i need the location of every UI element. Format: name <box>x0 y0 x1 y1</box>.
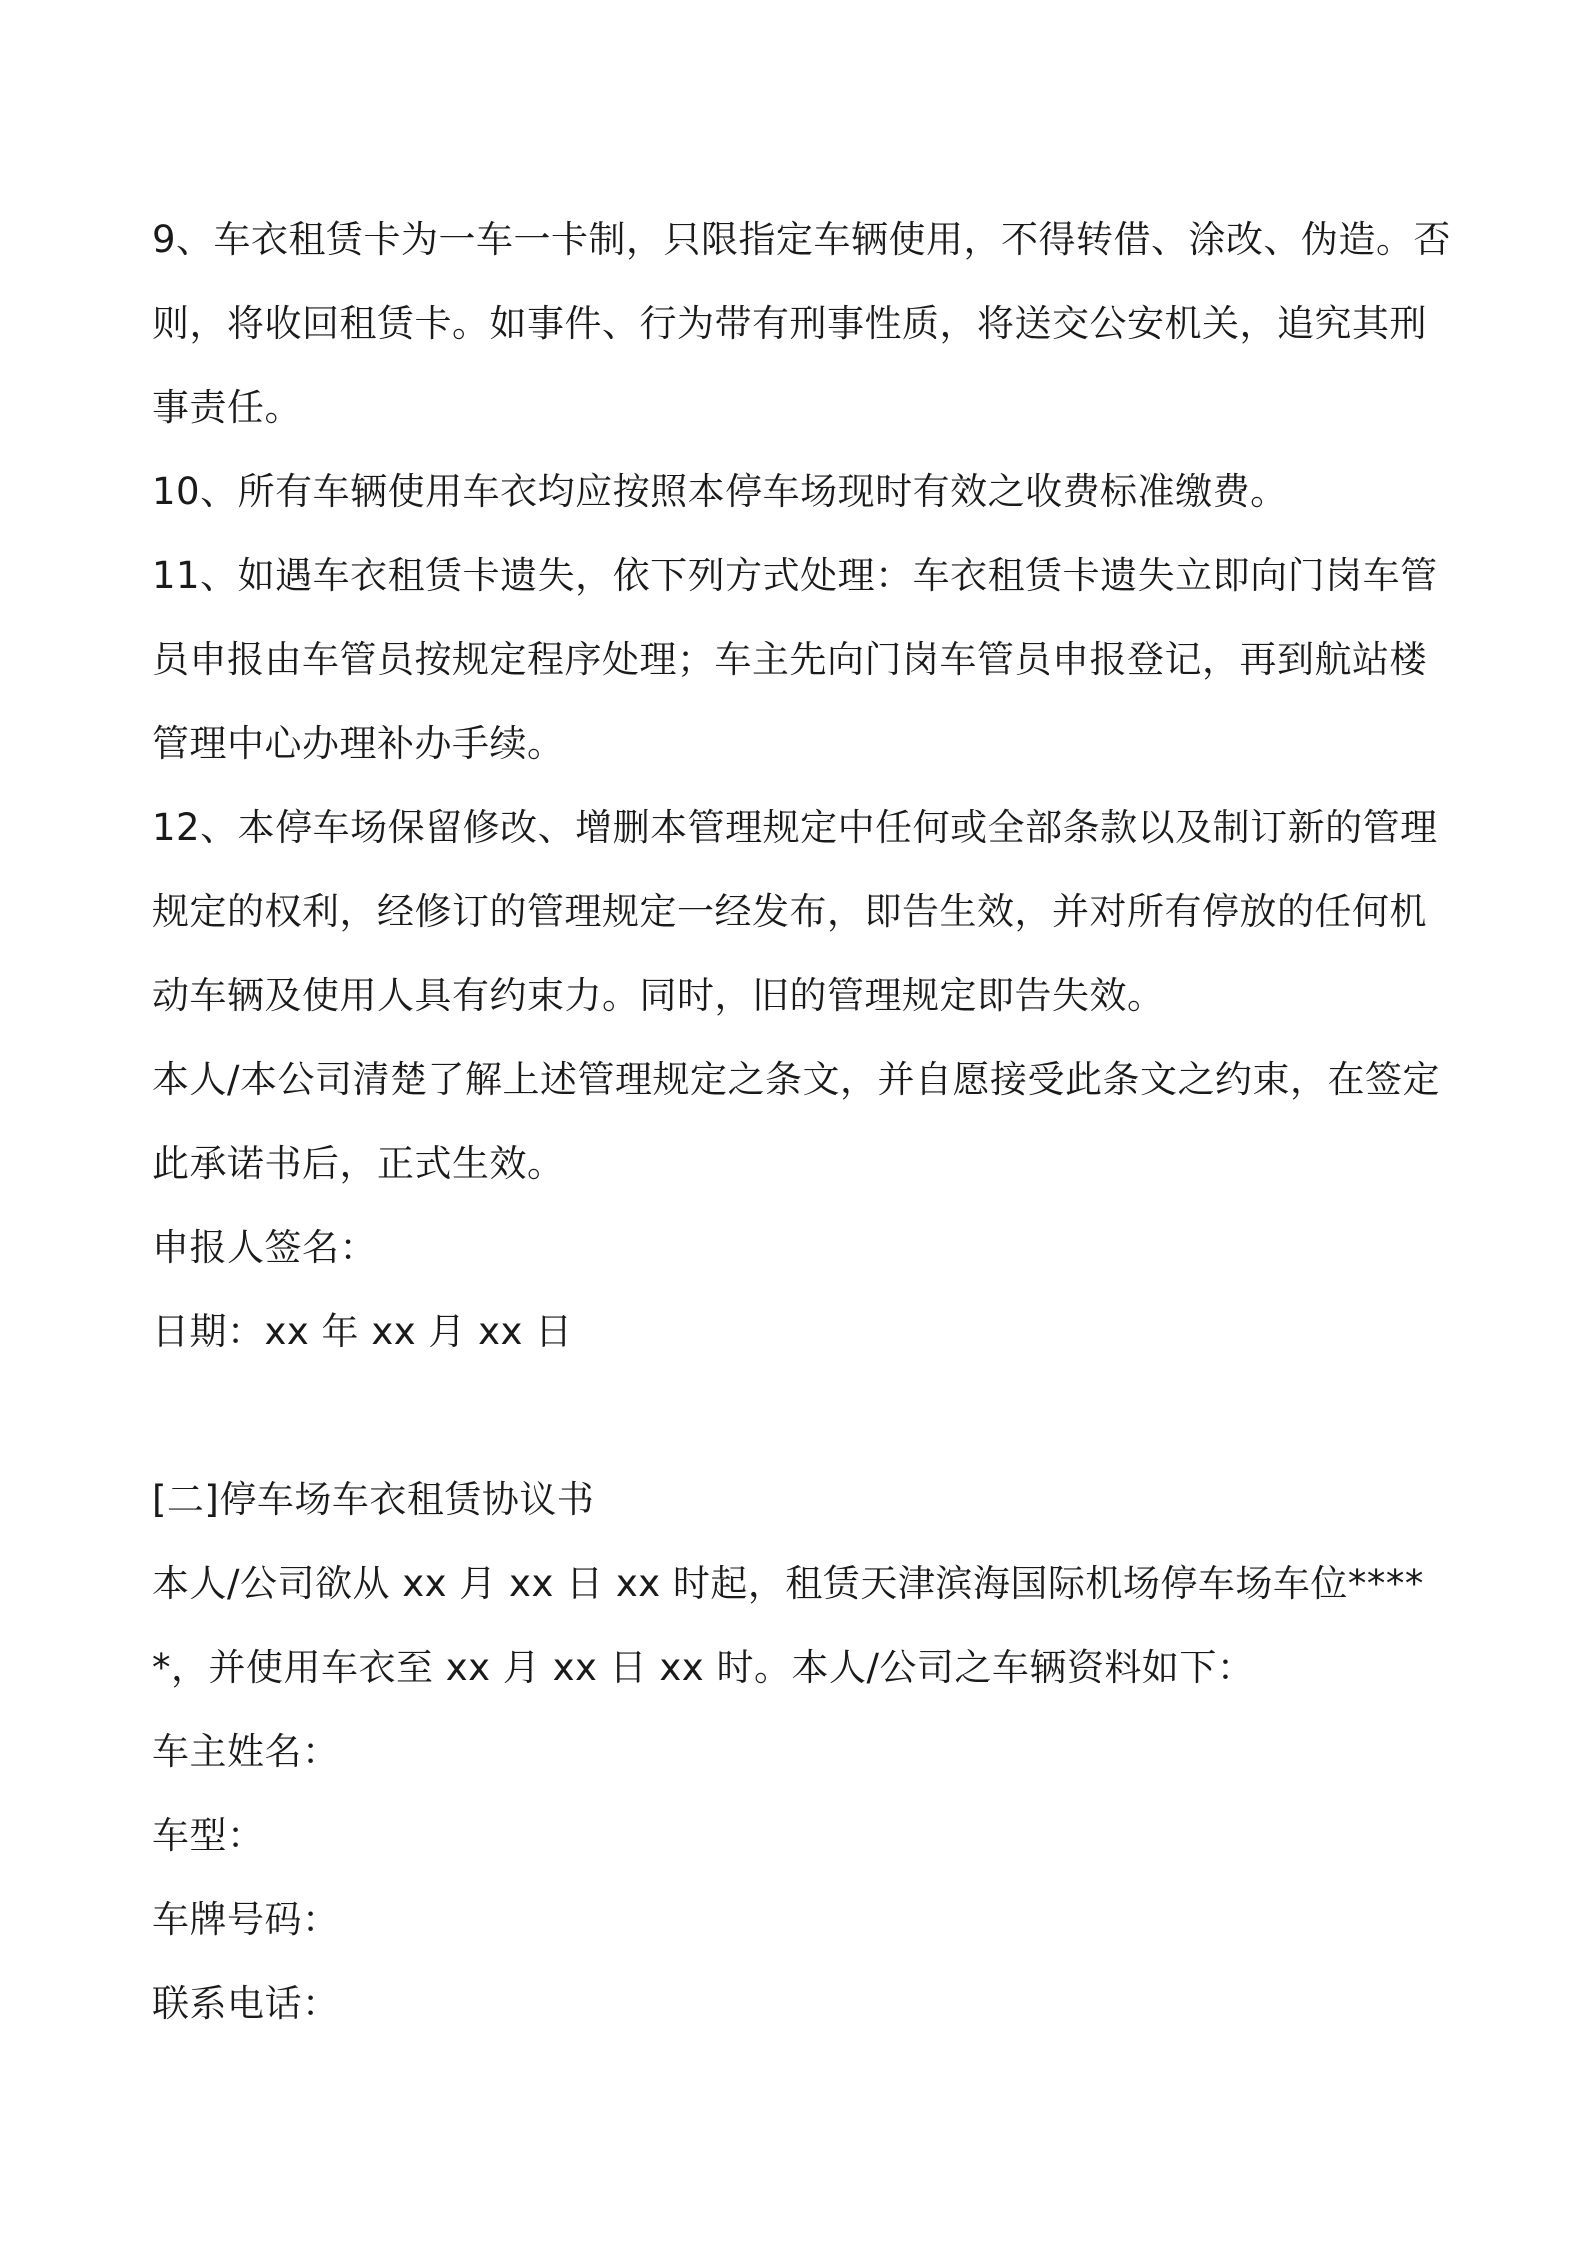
clause-10: 10、所有车辆使用车衣均应按照本停车场现时有效之收费标准缴费。 <box>152 470 1288 513</box>
section-spacer <box>152 1374 1452 1458</box>
vehicle-model-label: 车型： <box>152 1814 265 1857</box>
clause-12: 12、本停车场保留修改、增删本管理规定中任何或全部条款以及制订新的管理规定的权利，经修订的管理规定一经发布，即告生效，并对所有停放的任何机动车辆及使用人具有约束力。同时，旧的管理规定即告失效。 <box>152 806 1438 1017</box>
owner-name-label: 车主姓名： <box>152 1730 340 1773</box>
signature-label: 申报人签名： <box>152 1226 377 1269</box>
clause-11: 11、如遇车衣租赁卡遗失，依下列方式处理：车衣租赁卡遗失立即向门岗车管员申报由车管员按规定程序处理；车主先向门岗车管员申报登记，再到航站楼管理中心办理补办手续。 <box>152 554 1438 765</box>
agreement-intro: 本人/公司欲从 xx 月 xx 日 xx 时起，租赁天津滨海国际机场停车场车位*****，并使用车衣至 xx 月 xx 日 xx 时。本人/公司之车辆资料如下： <box>152 1562 1424 1689</box>
plate-number-label: 车牌号码： <box>152 1898 340 1941</box>
date-line: 日期：xx 年 xx 月 xx 日 <box>152 1310 573 1353</box>
acknowledgement-text: 本人/本公司清楚了解上述管理规定之条文，并自愿接受此条文之约束，在签定此承诺书后，正式生效。 <box>152 1058 1440 1185</box>
phone-label: 联系电话： <box>152 1982 340 2025</box>
section-title: [二]停车场车衣租赁协议书 <box>152 1478 595 1521</box>
clause-9: 9、车衣租赁卡为一车一卡制，只限指定车辆使用，不得转借、涂改、伪造。否则，将收回租赁卡。如事件、行为带有刑事性质，将送交公安机关，追究其刑事责任。 <box>152 218 1452 429</box>
document-body <box>152 198 1452 2046</box>
